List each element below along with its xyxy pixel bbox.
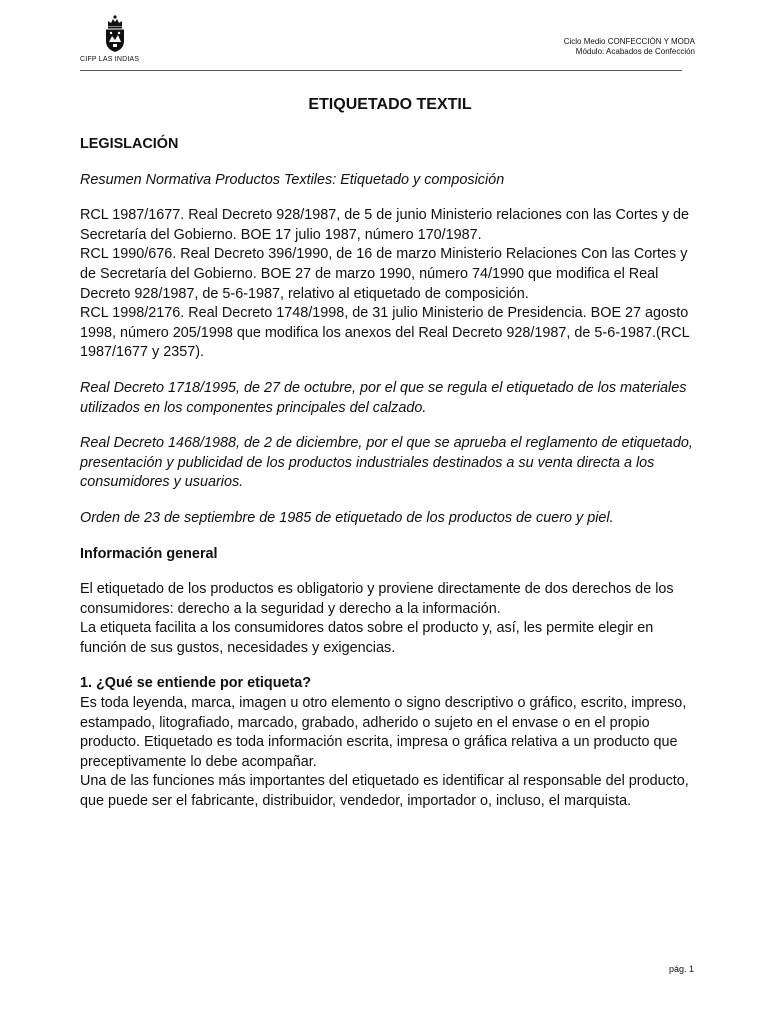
course-title: Ciclo Medio CONFECCIÓN Y MODA <box>563 37 695 46</box>
document-title: ETIQUETADO TEXTIL <box>308 96 472 113</box>
info-paragraph-1: El etiquetado de los productos es obligatorio y proviene directamente de dos derechos de los consumidores: derecho a la seguridad y derecho a la información. <box>80 581 674 617</box>
header-divider <box>80 70 682 71</box>
orden-1985: Orden de 23 de septiembre de 1985 de etiquetado de los productos de cuero y piel. <box>80 509 614 526</box>
course-header <box>564 37 695 57</box>
rcl-1987: RCL 1987/1677. Real Decreto 928/1987, de 5 de junio Ministerio relaciones con las Cortes y de Secretaría del Gobierno. BOE 17 julio 1987, número 170/1987. <box>80 207 690 243</box>
section-informacion-general-heading: Información general <box>80 545 218 562</box>
q1-paragraph-2: Una de las funciones más importantes del etiquetado es identificar al responsable del producto, que puede ser el fabricante, distribuidor, vendedor, importador o, incluso, el marquista. <box>80 773 689 810</box>
question-1-heading: 1. ¿Qué se entiende por etiqueta? <box>80 675 312 692</box>
institution-name: CIFP LAS INDIAS <box>80 56 140 63</box>
module-title: Módulo: Acabados de Confección <box>575 47 695 56</box>
document-body <box>80 95 700 812</box>
coat-of-arms-logo <box>100 14 130 54</box>
real-decreto-1468: Real Decreto 1468/1988, de 2 de diciembre, por el que se aprueba el reglamento de etiquetado, presentación y publicidad de los productos industriales destinados a su venta directa a los consumidores y usuarios. <box>80 435 693 491</box>
info-paragraph-2: La etiqueta facilita a los consumidores datos sobre el producto y, así, les permite elegir en función de sus gustos, necesidades y exigencias. <box>80 620 654 656</box>
section-legislacion-heading: LEGISLACIÓN <box>80 136 179 152</box>
page-number: pág. 1 <box>668 964 694 974</box>
question-1-answer <box>80 694 700 812</box>
rcl-references <box>80 206 700 363</box>
rcl-1990: RCL 1990/676. Real Decreto 396/1990, de 16 de marzo Ministerio Relaciones Con las Cortes y de Secretaría del Gobierno. BOE 27 de marzo 1990, número 74/1990 que modifica el Real Decreto 928/1987, de 5-6-1987, relativo al etiquetado de composición. <box>80 246 688 302</box>
real-decreto-1718: Real Decreto 1718/1995, de 27 de octubre, por el que se regula el etiquetado de los materiales utilizados en los componentes principales del calzado. <box>80 379 687 416</box>
informacion-general-text <box>80 580 700 658</box>
rcl-1998: RCL 1998/2176. Real Decreto 1748/1998, de 31 julio Ministerio de Presidencia. BOE 27 agosto 1998, número 205/1998 que modifica los anexos del Real Decreto 928/1987, de 5-6-1987.(RCL 1987/1677 y 2357). <box>80 305 690 361</box>
q1-paragraph-1: Es toda leyenda, marca, imagen u otro elemento o signo descriptivo o gráfico, escrito, impreso, estampado, litografiado, marcado, grabado, adherido o sujeto en el envase o en el propio producto. Etiquetado es toda información escrita, impresa o gráfica relativa a un producto que preceptivamente lo debe acompañar. <box>80 695 687 770</box>
resumen-normativa: Resumen Normativa Productos Textiles: Etiquetado y composición <box>80 171 505 188</box>
